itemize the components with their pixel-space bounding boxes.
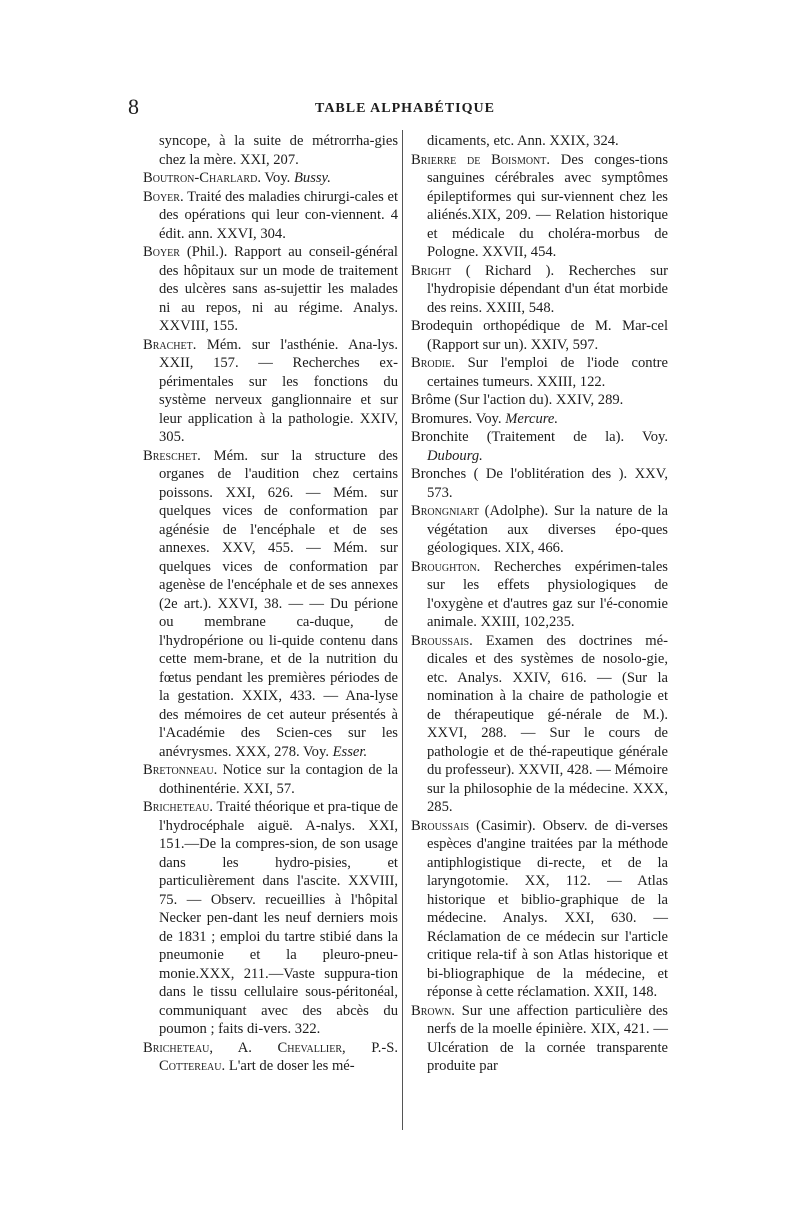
entry-text: dicaments, etc. Ann. XXIX, 324. bbox=[427, 133, 619, 149]
entry-name: Boyer bbox=[143, 244, 180, 260]
entry-text: Bronches ( De l'oblitération des ). XXV, 573. bbox=[411, 466, 668, 501]
entry-name: Brodie. bbox=[411, 355, 455, 371]
entry-text: Des conges-tions sanguines cérébrales avec symptômes épileptiformes qui sur-viennent chez les aliénés.XIX, 209. — Relation historique et médicale du choléra-morbus de Pologne. XXVII, 454. bbox=[427, 151, 668, 260]
index-entry bbox=[143, 1039, 398, 1076]
entry-reference: Dubourg. bbox=[427, 447, 483, 464]
index-entry bbox=[411, 262, 668, 318]
entry-text: syncope, à la suite de métrorrha-gies chez la mère. XXI, 207. bbox=[159, 133, 398, 168]
index-entry bbox=[143, 188, 398, 244]
entry-name: Bricheteau, A. Chevallier, P.-S. Cottereau. bbox=[143, 1039, 398, 1074]
index-entry bbox=[411, 317, 668, 354]
page-header bbox=[128, 96, 682, 122]
entry-name: Breschet. bbox=[143, 447, 201, 464]
entry-reference: Esser. bbox=[332, 743, 368, 760]
index-entry bbox=[411, 428, 668, 465]
index-entry bbox=[411, 817, 668, 1002]
entry-text: Bronchite (Traitement de la). Voy. bbox=[411, 429, 668, 445]
running-title: TABLE ALPHABÉTIQUE bbox=[315, 101, 495, 116]
entry-name: Brown. bbox=[411, 1002, 455, 1019]
entry-text: (Phil.). Rapport au conseil-général des hôpitaux sur un mode de traitement des ulcères sans as-sujettir les malades ni au repos, ni au régime. Analys. XXVIII, 155. bbox=[159, 244, 398, 334]
entry-name: Brierre de Boismont. bbox=[411, 151, 551, 168]
index-entry bbox=[411, 132, 668, 151]
entry-name: Bretonneau. bbox=[143, 762, 218, 778]
entry-text: Mém. sur l'asthénie. Ana-lys. XXII, 157. — Recherches ex-périmentales sur les fonctions du système nerveux ganglionnaire et sur leur application à la pathologie. XXIV, 305. bbox=[159, 336, 398, 445]
index-entry bbox=[143, 169, 398, 188]
entry-name: Broughton. bbox=[411, 558, 481, 575]
entry-text: Brôme (Sur l'action du). XXIV, 289. bbox=[411, 392, 624, 408]
index-entry bbox=[411, 465, 668, 502]
entry-text: (Adolphe). Sur la nature de la végétation aux diverses épo-ques géologiques. XIX, 466. bbox=[427, 503, 668, 556]
entry-name: Bright bbox=[411, 262, 452, 279]
index-entry bbox=[143, 447, 398, 762]
index-entry bbox=[143, 336, 398, 447]
entry-text: (Casimir). Observ. de di-verses espèces d'angine traitées par la méthode antiphlogistique di-recte, et de la laryngotomie. XX, 112. — Atlas historique et biblio-graphique de la médecine. Analys. XXI, 630. — Réclamation de ce médecin sur l'article critique rela-tif à son Atlas historique et bi-bliographique de la médecine, et réponse à cette réclamation. XXII, 148. bbox=[427, 817, 668, 1000]
entry-text: Traité des maladies chirurgi-cales et des opérations qui leur con-viennent. 4 édit. ann. XXVI, 304. bbox=[159, 188, 399, 242]
entry-text: Recherches expérimen-tales sur les effets physiologiques de l'oxygène et d'autres gaz sur l'é-conomie animale. XXIII, 102,235. bbox=[427, 558, 668, 630]
index-entry bbox=[143, 132, 398, 169]
index-entry bbox=[411, 1002, 668, 1076]
entry-name: Broussais bbox=[411, 817, 470, 834]
index-entry bbox=[411, 632, 668, 817]
entry-text: Bromures. Voy. bbox=[411, 410, 502, 427]
page-number: 8 bbox=[128, 94, 139, 119]
entry-reference: Mercure. bbox=[505, 410, 559, 427]
entry-text: Voy. bbox=[264, 170, 291, 186]
entry-name: Bricheteau. bbox=[143, 799, 214, 815]
index-entry bbox=[411, 410, 668, 429]
left-column bbox=[143, 132, 398, 1076]
index-entry bbox=[143, 798, 398, 1039]
entry-text: Sur une affection particulière des nerfs de la moelle épinière. XIX, 421. — Ulcération de la cornée transparente produite par bbox=[427, 1002, 668, 1074]
column-divider bbox=[402, 130, 403, 1130]
entry-text: Examen des doctrines mé-dicales et des systèmes de nosolo-gie, etc. Analys. XXIV, 616. — (Sur la nomination à la chaire de pathologie et de thérapeutique gé-nérale de M.). XXVI, 288. — Sur le cours de pathologie et de thé-rapeutique générale du professeur). XXVII, 428. — Mémoire sur la philosophie de la médecine. XXX, 285. bbox=[427, 632, 668, 815]
index-entry bbox=[411, 354, 668, 391]
index-entry bbox=[411, 558, 668, 632]
entry-name: Brachet. bbox=[143, 336, 197, 353]
entry-reference: Bussy. bbox=[293, 170, 331, 186]
index-entry bbox=[411, 502, 668, 558]
index-entry bbox=[411, 391, 668, 410]
entry-name: Boutron-Charlard. bbox=[143, 170, 261, 186]
right-column bbox=[411, 132, 668, 1076]
entry-text: Mém. sur la structure des organes de l'audition chez certains poissons. XXI, 626. — Mém. sur quelques vices de conformation par agénésie de l'encéphale et de ses annexes. XXV, 455. — Mém. sur quelques vices de conformation par agenèse de l'encéphale et de ses annexes (2e art.). XXVI, 38. — — Du périone ou membrane ca-duque, de l'hydropérione ou li-quide contenu dans cette mem-brane, et de la nutrition du fœtus pendant les premières périodes de la gestation. XXIX, 433. — Ana-lyse des mémoires de cet auteur présentés à l'Académie des Scien-ces sur les anévrysmes. XXX, 278. Voy. bbox=[159, 447, 398, 760]
index-entry bbox=[411, 151, 668, 262]
entry-name: Brongniart bbox=[411, 503, 480, 519]
index-entry bbox=[143, 761, 398, 798]
index-entry bbox=[143, 243, 398, 336]
entry-text: Brodequin orthopédique de M. Mar-cel (Rapport sur un). XXIV, 597. bbox=[411, 318, 668, 353]
entry-text: Notice sur la contagion de la dothinentérie. XXI, 57. bbox=[159, 762, 398, 797]
entry-text: ( Richard ). Recherches sur l'hydropisie dépendant d'un état morbide des reins. XXIII, 548. bbox=[427, 262, 669, 316]
entry-name: Boyer. bbox=[143, 188, 184, 205]
entry-text: L'art de doser les mé- bbox=[228, 1058, 355, 1074]
entry-text: Sur l'emploi de l'iode contre certaines tumeurs. XXIII, 122. bbox=[427, 355, 668, 390]
entry-name: Broussais. bbox=[411, 632, 473, 649]
entry-text: Traité théorique et pra-tique de l'hydrocéphale aiguë. A-nalys. XXI, 151.—De la compres-sion, de son usage dans les hydro-pisies, et particulièrement dans l'ascite. XXVIII, 75. — Observ. recueillies à l'hôpital Necker pen-dant les neuf derniers mois de 1831 ; emploi du tartre stibié dans la pneumonie et la pleuro-pneu-monie.XXX, 211.—Vaste suppura-tion dans le tissu cellulaire sous-péritonéal, communiquant avec des abcès du poumon ; faits di-vers. 322. bbox=[159, 799, 398, 1037]
